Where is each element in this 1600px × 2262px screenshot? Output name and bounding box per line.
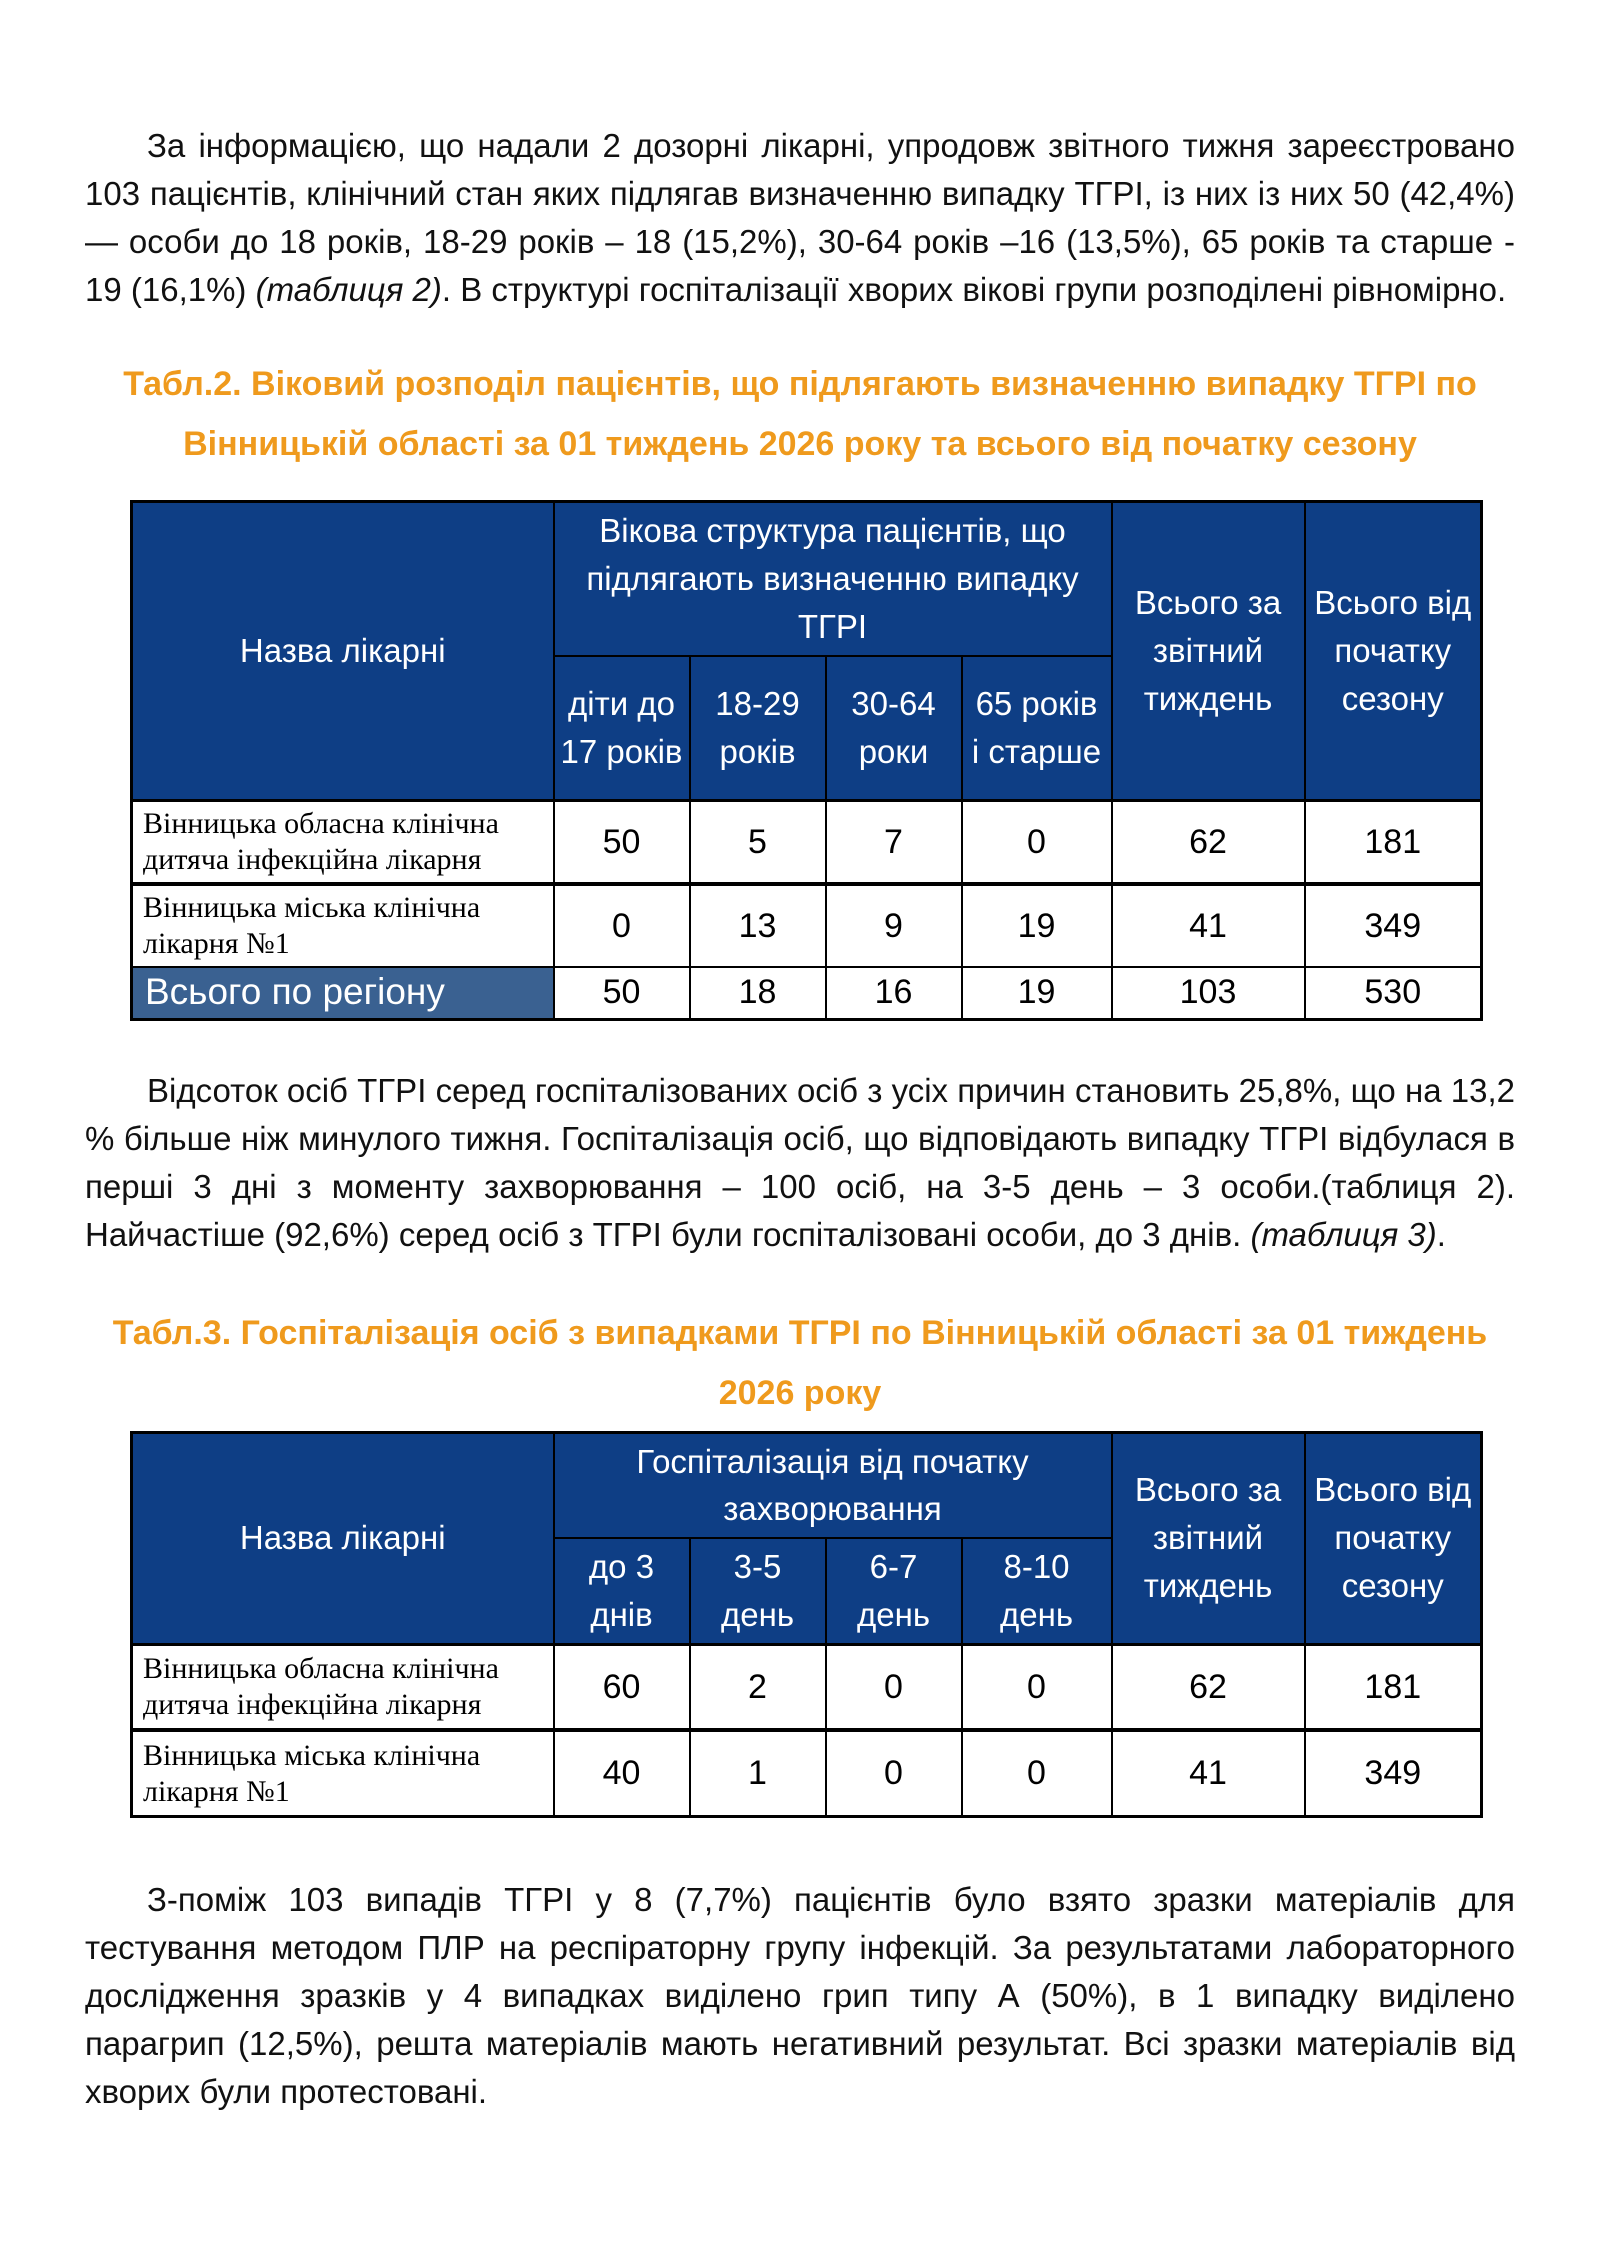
- table3-r1-season-total: 349: [1305, 1730, 1482, 1816]
- table2-total-age-0-17: 50: [554, 967, 690, 1019]
- table2-r0-age-18-29: 5: [690, 801, 826, 885]
- table3-header: [132, 1432, 1482, 1644]
- table3-r1-6-7-days: 0: [826, 1730, 962, 1816]
- table2-header-age-0-17: діти до 17 років: [554, 656, 690, 801]
- table2-header-age-18-29: 18-29 років: [690, 656, 826, 801]
- table2-total-label: Всього по регіону: [132, 967, 554, 1019]
- table2-r0-age-30-64: 7: [826, 801, 962, 885]
- table3-r0-season-total: 181: [1305, 1644, 1482, 1730]
- table2-r0-week-total: 62: [1112, 801, 1305, 885]
- paragraph-intro: [85, 122, 1515, 314]
- table2-total-age-18-29: 18: [690, 967, 826, 1019]
- paragraph-hospitalization-text: Відсоток осіб ТГРІ серед госпіталізованих осіб з усіх причин становить 25,8%, що на 13,2 % більше ніж минулого тижня. Госпіталізація осіб, що відповідають випадку ТГРІ відбулася в перші 3 дні з моменту захворювання – 100 осіб, на 3-5 день – 3 особи.(таблиця 2). Найчастіше (92,6%) серед осіб з ТГРІ були госпіталізовані особи, до 3 днів.: [85, 1071, 1515, 1253]
- table3-header-group: Госпіталізація від початку захворювання: [554, 1432, 1112, 1538]
- table3-r1-upto-3-days: 40: [554, 1730, 690, 1816]
- table2-age-distribution: [130, 500, 1483, 1021]
- table2-total-week-total: 103: [1112, 967, 1305, 1019]
- table2-header-week-total: Всього за звітний тиждень: [1112, 502, 1305, 801]
- paragraph-intro-text-end: . В структурі госпіталізації хворих вікові групи розподілені рівномірно.: [441, 271, 1507, 308]
- paragraph-intro-table-ref: (таблиця 2): [255, 271, 442, 308]
- table3-r0-upto-3-days: 60: [554, 1644, 690, 1730]
- hospital-name-cell: Вінницька міська клінічна лікарня №1: [132, 884, 554, 967]
- table3-r0-week-total: 62: [1112, 1644, 1305, 1730]
- hospital-name-cell: Вінницька міська клінічна лікарня №1: [132, 1730, 554, 1816]
- paragraph-hospitalization-table-ref: (таблиця 3): [1250, 1215, 1437, 1253]
- table2-header-group: Вікова структура пацієнтів, що підлягають визначенню випадку ТГРІ: [554, 502, 1112, 656]
- table2-r0-age-65plus: 0: [962, 801, 1112, 885]
- table2-r0-season-total: 181: [1305, 801, 1482, 885]
- table3-row-regional-children-hospital: [132, 1644, 1482, 1730]
- paragraph-hospitalization: [85, 1067, 1515, 1259]
- table3-r0-8-10-days: 0: [962, 1644, 1112, 1730]
- table3-r0-6-7-days: 0: [826, 1644, 962, 1730]
- table2-header: [132, 502, 1482, 801]
- table3-header-8-10-days: 8-10 день: [962, 1538, 1112, 1644]
- table2-r1-age-0-17: 0: [554, 884, 690, 967]
- table3-caption: Табл.3. Госпіталізація осіб з випадками ТГРІ по Вінницькій області за 01 тиждень 2026 року: [112, 1313, 1488, 1412]
- table2-r1-age-30-64: 9: [826, 884, 962, 967]
- hospital-name-cell: Вінницька обласна клінічна дитяча інфекційна лікарня: [132, 1644, 554, 1730]
- table2-header-hospital: Назва лікарні: [132, 502, 554, 801]
- table3-header-hospital: Назва лікарні: [132, 1432, 554, 1644]
- table2-total-age-30-64: 16: [826, 967, 962, 1019]
- table2-r1-season-total: 349: [1305, 884, 1482, 967]
- table3-header-6-7-days: 6-7 день: [826, 1538, 962, 1644]
- table2-caption: Табл.2. Віковий розподіл пацієнтів, що підлягають визначенню випадку ТГРІ по Вінницькій області за 01 тиждень 2026 року та всього від початку сезону: [123, 365, 1477, 463]
- table3-r1-week-total: 41: [1112, 1730, 1305, 1816]
- table2-row-regional-children-hospital: [132, 801, 1482, 885]
- hospital-name-cell: Вінницька обласна клінічна дитяча інфекційна лікарня: [132, 801, 554, 885]
- table3-hospitalization-timing: [130, 1431, 1483, 1818]
- table3-header-3-5-days: 3-5 день: [690, 1538, 826, 1644]
- table3-r1-3-5-days: 1: [690, 1730, 826, 1816]
- table2-header-season-total: Всього від початку сезону: [1305, 502, 1482, 801]
- table2-r1-week-total: 41: [1112, 884, 1305, 967]
- table2-total-season-total: 530: [1305, 967, 1482, 1019]
- table3-row-city-hospital-1: [132, 1730, 1482, 1816]
- table3-r1-8-10-days: 0: [962, 1730, 1112, 1816]
- table3-header-upto-3-days: до 3 днів: [554, 1538, 690, 1644]
- table2-header-age-65plus: 65 років і старше: [962, 656, 1112, 801]
- table3-header-week-total: Всього за звітний тиждень: [1112, 1432, 1305, 1644]
- table2-row-city-hospital-1: [132, 884, 1482, 967]
- table3-r0-3-5-days: 2: [690, 1644, 826, 1730]
- paragraph-hospitalization-text-end: .: [1436, 1215, 1446, 1253]
- paragraph-lab-testing: [85, 1876, 1515, 2116]
- table2-r1-age-18-29: 13: [690, 884, 826, 967]
- table2-r0-age-0-17: 50: [554, 801, 690, 885]
- table2-total-row: [132, 967, 1482, 1019]
- table2-header-age-30-64: 30-64 роки: [826, 656, 962, 801]
- table2-r1-age-65plus: 19: [962, 884, 1112, 967]
- paragraph-lab-testing-text: З-поміж 103 випадів ТГРІ у 8 (7,7%) пацієнтів було взято зразки матеріалів для тестування методом ПЛР на респіраторну групу інфекцій. За результатами лабораторного дослідження зразків у 4 випадках виділено грип типу А (50%), в 1 випадку виділено парагрип (12,5%), решта матеріалів мають негативний результат. Всі зразки матеріалів від хворих були протестовані.: [85, 1880, 1515, 2110]
- paragraph-intro-text: За інформацією, що надали 2 дозорні лікарні, упродовж звітного тижня зареєстровано 103 пацієнтів, клінічний стан яких підлягав визначенню випадку ТГРІ, із них із них 50 (42,4%) — особи до 18 років, 18-29 років – 18 (15,2%), 30-64 років –16 (13,5%), 65 років та старше - 19 (16,1%): [85, 127, 1515, 308]
- table2-total-age-65plus: 19: [962, 967, 1112, 1019]
- table3-header-season-total: Всього від початку сезону: [1305, 1432, 1482, 1644]
